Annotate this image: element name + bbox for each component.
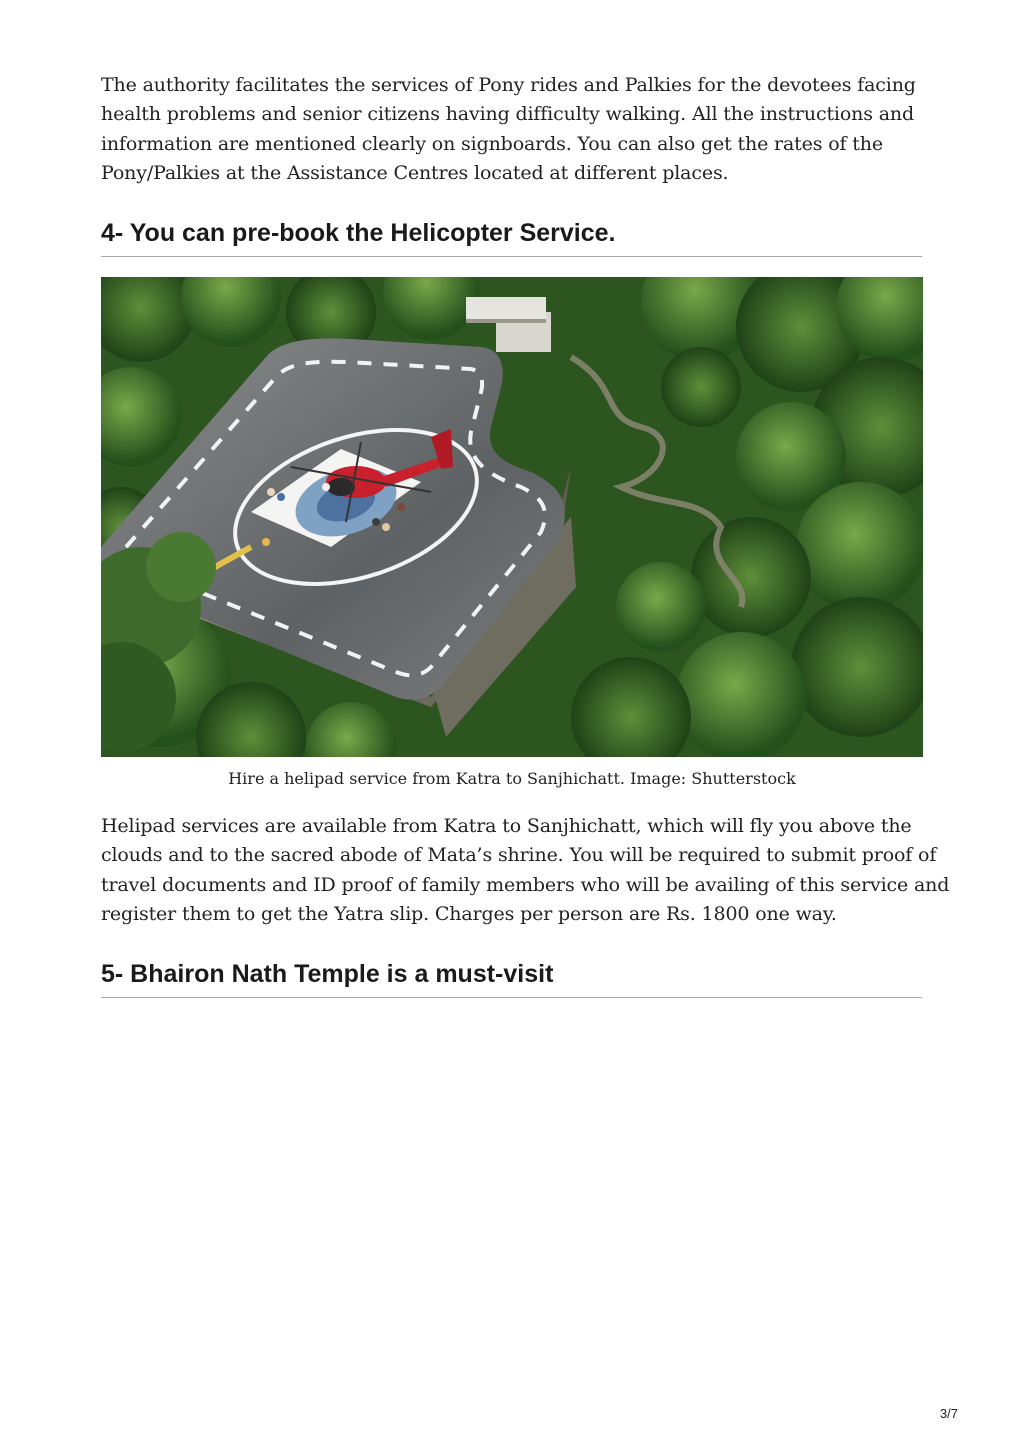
paragraph-line: Pony/Palkies at the Assistance Centres located at different places. — [101, 161, 729, 184]
helipad-paragraph — [101, 812, 950, 929]
paragraph-line: Helipad services are available from Katra to Sanjhichatt, which will fly you above the — [101, 815, 912, 837]
paragraph-line: register them to get the Yatra slip. Charges per person are Rs. 1800 one way. — [101, 902, 837, 925]
helipad-photo — [101, 277, 923, 757]
paragraph-line: clouds and to the sacred abode of Mata’s shrine. You will be required to submit proof of — [101, 844, 937, 867]
section-heading-bhairon-nath: 5- Bhairon Nath Temple is a must-visit — [101, 959, 922, 998]
paragraph-line: health problems and senior citizens having difficulty walking. All the instructions and — [101, 103, 914, 126]
paragraph-line: The authority facilitates the services of Pony rides and Palkies for the devotees facing — [101, 74, 916, 96]
section-heading-helicopter: 4- You can pre-book the Helicopter Service. — [101, 218, 922, 257]
paragraph-line: travel documents and ID proof of family members who will be availing of this service and — [101, 873, 950, 896]
figure-caption: Hire a helipad service from Katra to Sanjhichatt. Image: Shutterstock — [228, 769, 796, 788]
paragraph-line: information are mentioned clearly on signboards. You can also get the rates of the — [101, 132, 883, 155]
intro-paragraph — [101, 71, 923, 188]
page-number: 3/7 — [939, 1406, 958, 1421]
